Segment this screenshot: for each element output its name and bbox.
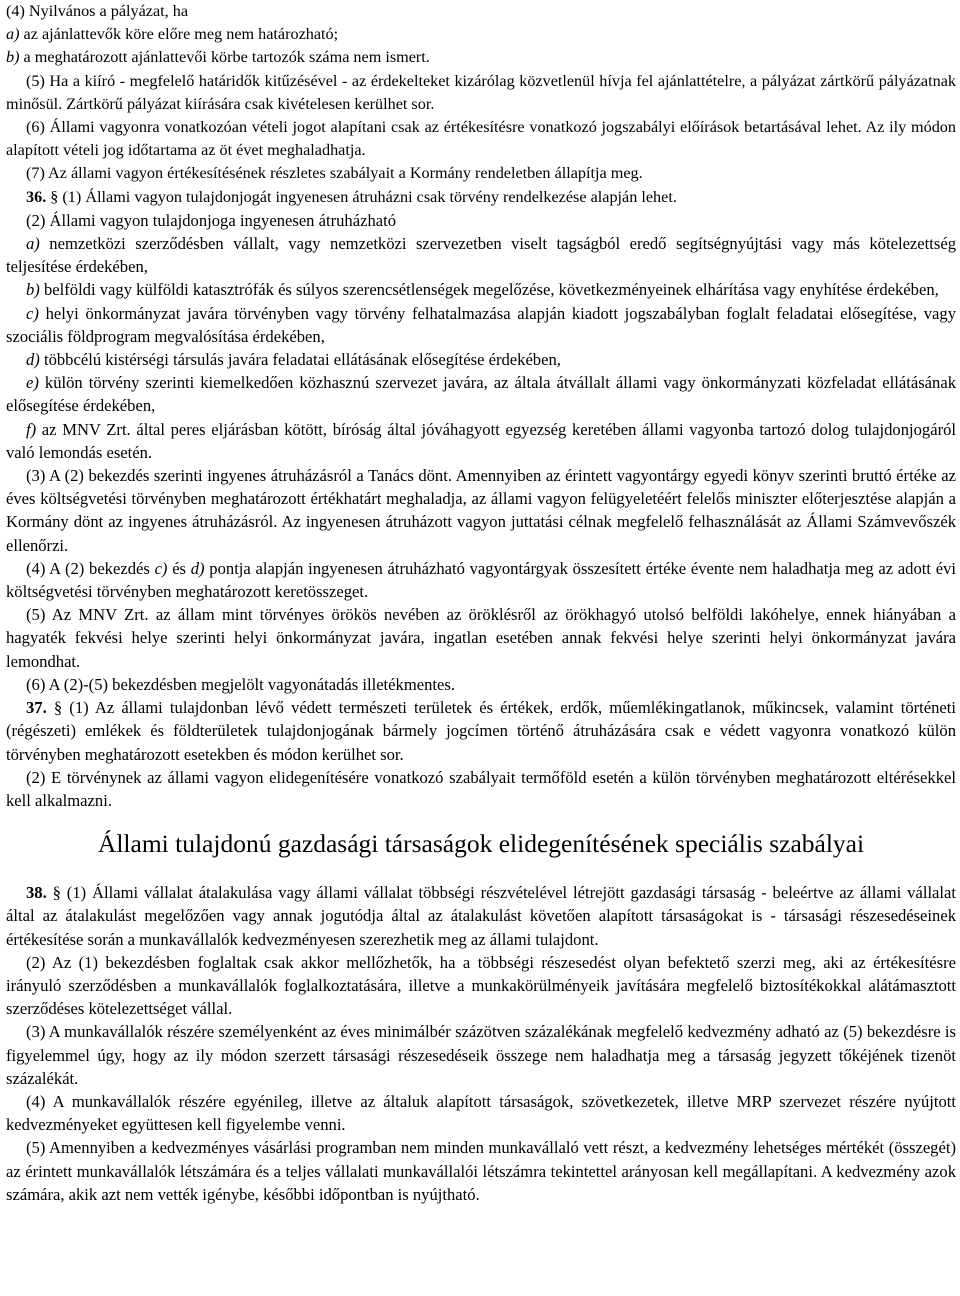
point-label: d) — [190, 558, 205, 578]
text-run: helyi önkormányzat javára törvényben vagy törvény felhatalmazása alapján kiadott jogszabályban foglalt feladatai elősegítése, vagy szociális földprogram megvalósítása érdekében, — [6, 303, 956, 346]
text-run: az ajánlattevők köre előre meg nem határozható; — [19, 25, 339, 44]
point-label: a) — [26, 234, 40, 254]
text-run: többcélú kistérségi társulás javára feladatai ellátásának elősegítése érdekében, — [39, 350, 561, 370]
text-run: (7) Az állami vagyon értékesítésének részletes szabályait a Kormány rendeletben állapítja meg. — [26, 164, 643, 183]
text-run: Állami tulajdonú gazdasági társaságok elidegenítésének speciális szabályai — [97, 829, 865, 859]
section-heading — [6, 828, 956, 860]
paragraph — [6, 464, 956, 557]
paragraph — [6, 209, 956, 232]
text-run: (3) A (2) bekezdés szerinti ingyenes átruházásról a Tanács dönt. Amennyiben az érintett vagyontárgy egyedi könyv szerinti bruttó értéke az éves költségvetési törvényben meghatározott értékhatárt meghaladja, az állami vagyon felügyeletéért felelős miniszter előterjesztése alapján a Kormány dönt az ingyenes átruházásról. Az ingyenesen átruházott vagyon juttatási célnak megfelelő felhasználását az Állami Számvevőszék ellenőrzi. — [6, 466, 956, 555]
paragraph — [6, 418, 956, 464]
text-run: (5) Az MNV Zrt. az állam mint törvényes örökös nevében az öröklésről az örökhagyó utolsó belföldi lakóhelye, ennek hiányában a hagyaték fekvési helye szerinti helyi önkormányzat javára, ingatlan esetében annak fekvési helye szerinti helyi önkormányzat javára lemondhat. — [6, 605, 956, 671]
paragraph — [6, 557, 956, 603]
text-run: nemzetközi szerződésben vállalt, vagy nemzetközi szervezetben viselt tagságból eredő segítségnyújtási vagy más kötelezettség teljesítése érdekében, — [6, 234, 956, 277]
paragraph — [6, 371, 956, 417]
text-run: (5) Ha a kiíró - megfelelő határidők kitűzésével - az érdekelteket kizárólag közvetlenül hívja fel ajánlattételre, a pályázat zártkörű pályázatnak minősül. Zártkörű pályázat kiírására csak kivételesen kerülhet sor. — [6, 71, 956, 113]
paragraph — [6, 0, 956, 23]
paragraph — [6, 881, 956, 951]
point-label: b) — [6, 48, 20, 67]
text-run: § (1) Az állami tulajdonban lévő védett természeti területek és értékek, erdők, műemlékingatlanok, műkincsek, valamint történeti (régészeti) emlékek és földterületek tulajdonjogának bármely jogcímen történő átruházására csak e védett vagyonra vonatkozó külön törvényben meghatározott esetekben és módon kerülhet sor. — [6, 698, 956, 764]
point-label: a) — [6, 25, 20, 44]
text-run: § (1) Állami vállalat átalakulása vagy állami vállalat többségi részvételével létrejött gazdasági társaság - beleértve az állami vállalat által az átalakulást megelőzően vagy annak jogutódja által az átalakulást követően alapított társaságokat is - társasági részesedéseinek értékesítése során a munkavállalók kedvezményesen szerezhetik meg az állami tulajdont. — [6, 883, 956, 949]
paragraph — [6, 186, 956, 209]
point-label: f) — [26, 419, 37, 439]
text-run: külön törvény szerinti kiemelkedően közhasznú szervezet javára, az általa átvállalt állami vagy önkormányzati közfeladat ellátásának elősegítése érdekében, — [6, 373, 956, 416]
text-run: (6) Állami vagyonra vonatkozóan vételi jogot alapítani csak az értékesítésre vonatkozó jogszabályi előírások betartásával lehet. Az ily módon alapított vételi jog időtartama az öt évet meghaladhatja. — [6, 118, 956, 160]
text-run: § (1) Állami vagyon tulajdonjogát ingyenesen átruházni csak törvény rendelkezése alapján lehet. — [50, 187, 677, 206]
section-number: 38. — [26, 883, 53, 903]
paragraph — [6, 46, 956, 69]
text-run: pontja alapján ingyenesen átruházható vagyontárgyak összesített értéke évente nem haladhatja meg az adott évi költségvetési törvényben meghatározott keretösszeget. — [6, 558, 956, 602]
paragraph — [6, 348, 956, 371]
point-label: c) — [154, 558, 168, 578]
text-run: (4) A (2) bekezdés — [26, 558, 155, 578]
paragraph — [6, 1090, 956, 1136]
point-label: c) — [26, 303, 39, 323]
text-run: (2) Állami vagyon tulajdonjoga ingyenesen átruházható — [26, 210, 397, 230]
paragraph — [6, 1136, 956, 1206]
text-run: az MNV Zrt. által peres eljárásban kötött, bíróság által jóváhagyott egyezség keretében állami vagyonba tartozó dolog tulajdonjogáról való lemondás esetén. — [6, 419, 956, 462]
paragraph — [6, 116, 956, 162]
paragraph — [6, 1020, 956, 1090]
paragraph — [6, 162, 956, 185]
text-run: a meghatározott ajánlattevői körbe tartozók száma nem ismert. — [19, 48, 430, 67]
paragraph — [6, 766, 956, 812]
text-run: és — [167, 558, 191, 578]
section-number: 36. — [26, 187, 51, 206]
section-number: 37. — [26, 698, 54, 718]
paragraph — [6, 278, 956, 301]
text-run: (5) Amennyiben a kedvezményes vásárlási programban nem minden munkavállaló vett részt, a kedvezmény lehetséges mértékét (összegét) az érintett munkavállalók létszámára és a teljes vállalati munkavállalói létszámra tekintettel arányosan kell megállapítani. A kedvezmény azok számára, akik azt nem vették igénybe, későbbi időpontban is nyújtható. — [6, 1138, 956, 1204]
text-run: (2) E törvénynek az állami vagyon elidegenítésére vonatkozó szabályait termőföld esetén a külön törvényben meghatározott eltérésekkel kell alkalmazni. — [6, 767, 956, 810]
point-label: e) — [26, 373, 39, 393]
paragraph — [6, 673, 956, 696]
paragraph — [6, 232, 956, 278]
paragraph — [6, 951, 956, 1021]
paragraph — [6, 23, 956, 46]
paragraph — [6, 70, 956, 116]
point-label: d) — [26, 350, 40, 370]
text-run: (2) Az (1) bekezdésben foglaltak csak akkor mellőzhetők, ha a többségi részesedést olyan befektető szerzi meg, aki az értékesítésre irányuló szerződésben a munkavállalók foglalkoztatására, illetve a munkakörülményeik javítására megfelelő biztosítékokkal alátámasztott szerződéses kötelezettséget vállal. — [6, 952, 956, 1019]
paragraph — [6, 603, 956, 673]
paragraph — [6, 696, 956, 766]
text-run: (6) A (2)-(5) bekezdésben megjelölt vagyonátadás illetékmentes. — [26, 674, 455, 694]
text-run: belföldi vagy külföldi katasztrófák és súlyos szerencsétlenségek megelőzése, következményeinek elhárítása vagy enyhítése érdekében, — [39, 280, 939, 300]
text-run: (4) Nyilvános a pályázat, ha — [6, 2, 189, 20]
paragraph — [6, 302, 956, 348]
point-label: b) — [26, 280, 40, 300]
text-run: (3) A munkavállalók részére személyenként az éves minimálbér százötven százalékának megfelelő kedvezmény adható az (5) bekezdésre is figyelemmel úgy, hogy az ily módon szerzett társasági részesedéseik összege nem haladhatja meg a társaság jegyzett tőkéjének tizenöt százalékát. — [6, 1022, 956, 1088]
text-run: (4) A munkavállalók részére egyénileg, illetve az általuk alapított társaságok, szövetkezetek, illetve MRP szervezet részére nyújtott kedvezményeket együttesen kell figyelembe venni. — [6, 1091, 956, 1135]
